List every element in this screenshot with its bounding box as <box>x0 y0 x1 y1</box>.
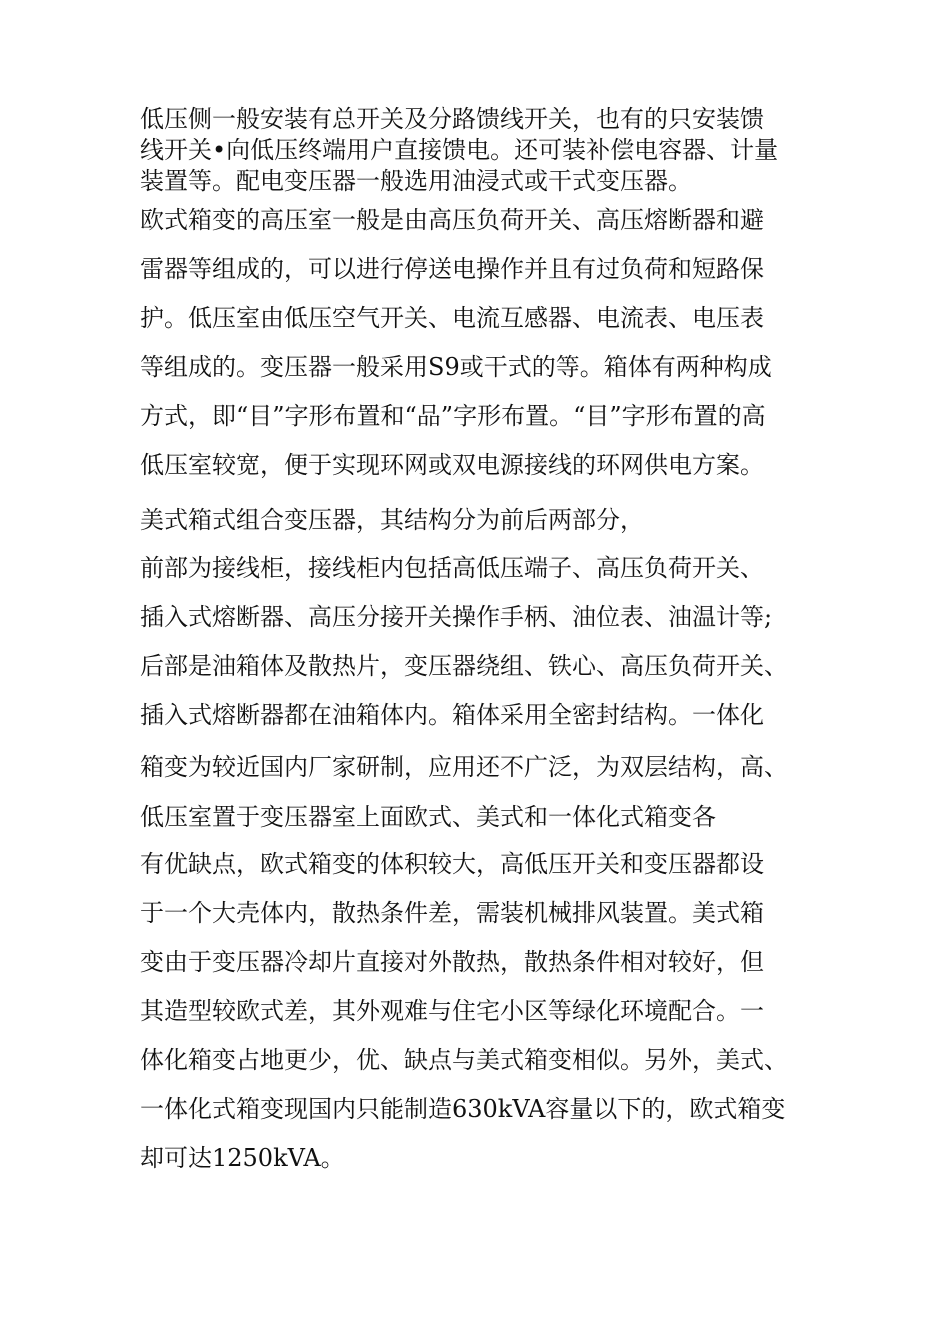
text-line: 变由于变压器冷却片直接对外散热，散热条件相对较好，但 <box>140 948 764 976</box>
text-line: 雷器等组成的，可以进行停送电操作并且有过负荷和短路保 <box>140 255 764 283</box>
text-line: 低压侧一般安装有总开关及分路馈线开关，也有的只安装馈 <box>140 105 764 133</box>
text-line: 却可达1250kVA。 <box>140 1144 345 1172</box>
text-line: 体化箱变占地更少，优、缺点与美式箱变相似。另外，美式、 <box>140 1046 788 1074</box>
text-line: 方式，即“目”字形布置和“品”字形布置。“目”字形布置的高 <box>140 402 766 430</box>
text-line: 一体化式箱变现国内只能制造630kVA容量以下的，欧式箱变 <box>140 1095 786 1123</box>
text-line: 等组成的。变压器一般采用S9或干式的等。箱体有两种构成 <box>140 353 772 381</box>
text-line: 插入式熔断器都在油箱体内。箱体采用全密封结构。一体化 <box>140 701 764 729</box>
text-line: 有优缺点，欧式箱变的体积较大，高低压开关和变压器都设 <box>140 850 764 878</box>
text-line: 装置等。配电变压器一般选用油浸式或干式变压器。 <box>140 167 692 195</box>
text-line: 其造型较欧式差，其外观难与住宅小区等绿化环境配合。一 <box>140 997 764 1025</box>
text-line: 低压室较宽，便于实现环网或双电源接线的环网供电方案。 <box>140 451 764 479</box>
text-line: 美式箱式组合变压器，其结构分为前后两部分， <box>140 506 644 534</box>
text-line: 欧式箱变的高压室一般是由高压负荷开关、高压熔断器和避 <box>140 206 764 234</box>
text-line: 插入式熔断器、高压分接开关操作手柄、油位表、油温计等; <box>140 603 773 631</box>
text-line: 于一个大壳体内，散热条件差，需装机械排风装置。美式箱 <box>140 899 764 927</box>
text-line: 低压室置于变压器室上面欧式、美式和一体化式箱变各 <box>140 803 716 831</box>
text-line: 护。低压室由低压空气开关、电流互感器、电流表、电压表 <box>140 304 764 332</box>
text-line: 后部是油箱体及散热片，变压器绕组、铁心、高压负荷开关、 <box>140 652 788 680</box>
text-line: 线开关•向低压终端用户直接馈电。还可装补偿电容器、计量 <box>140 136 779 164</box>
text-line: 前部为接线柜，接线柜内包括高低压端子、高压负荷开关、 <box>140 554 764 582</box>
text-line: 箱变为较近国内厂家研制，应用还不广泛，为双层结构，高、 <box>140 753 788 781</box>
